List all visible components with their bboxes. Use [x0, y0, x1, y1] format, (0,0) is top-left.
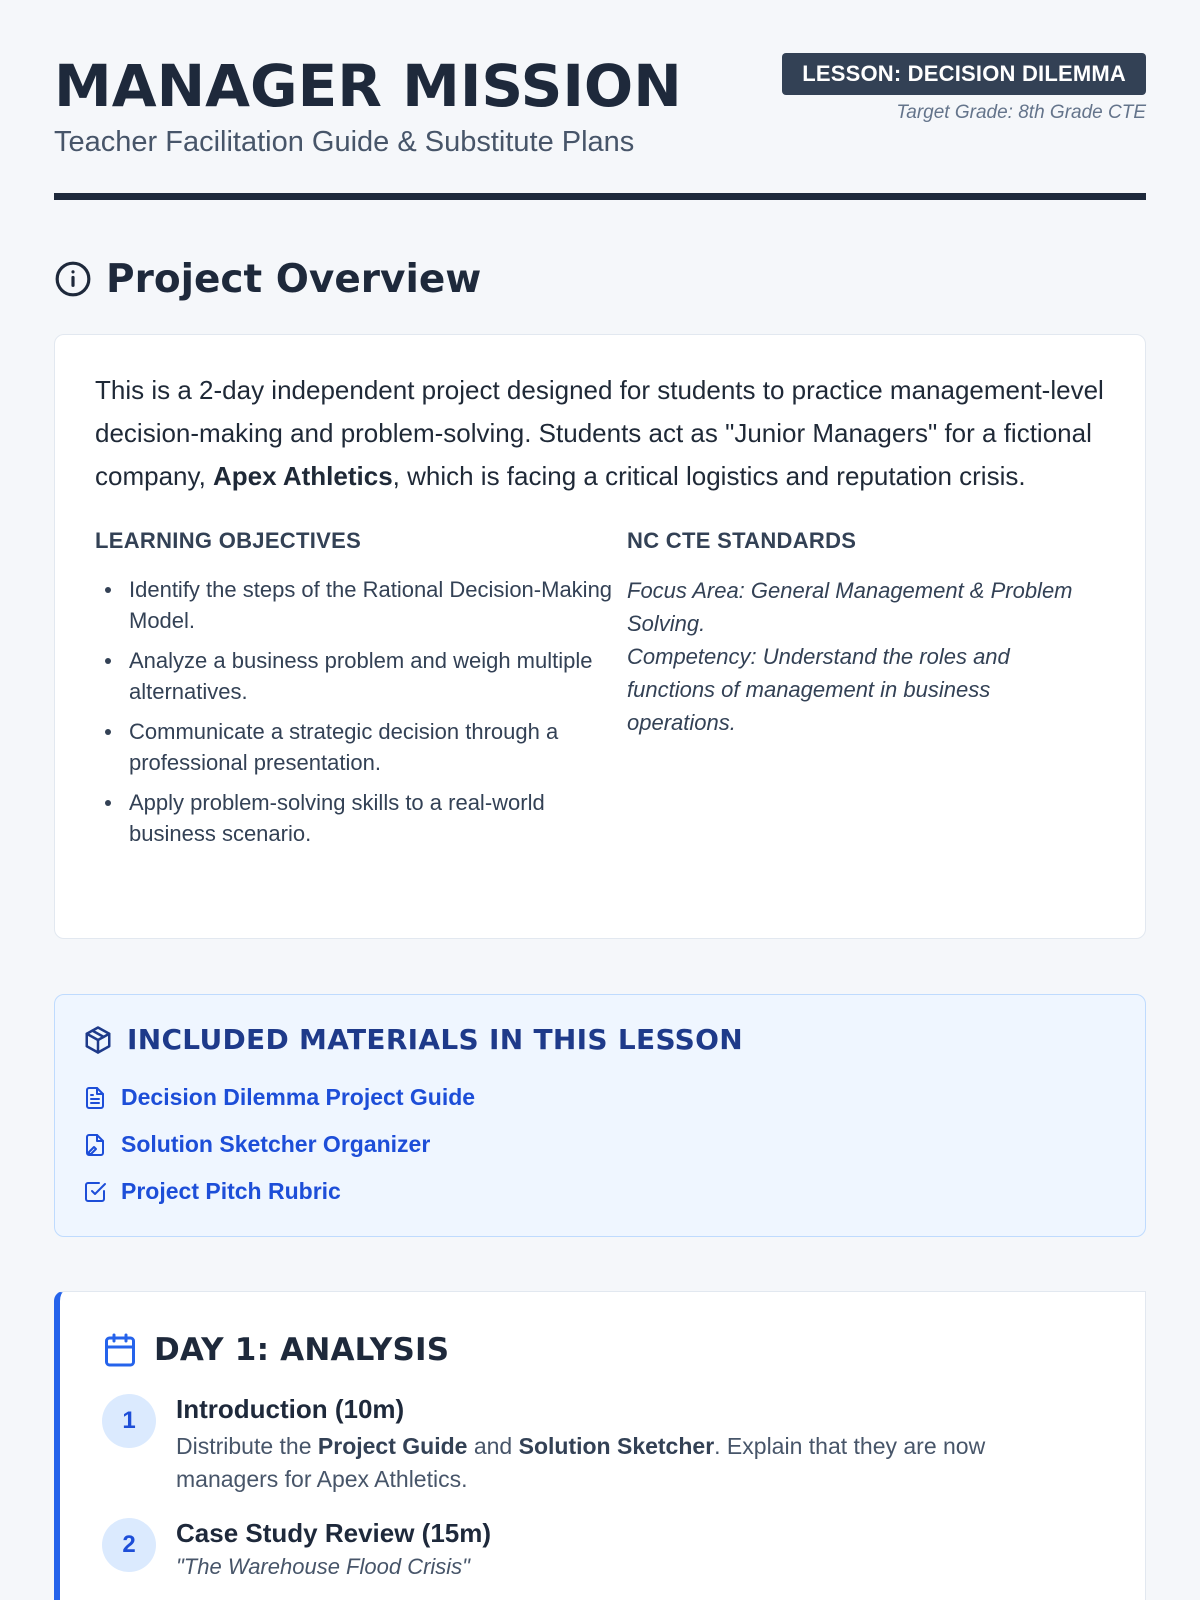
header-divider — [54, 193, 1146, 200]
step-title: Case Study Review (15m) — [176, 1518, 492, 1548]
list-item: Analyze a business problem and weigh multiple alternatives. — [95, 645, 627, 707]
standards-competency: Competency: Understand the roles and functions of management in business operations. — [627, 644, 1010, 735]
materials-title: INCLUDED MATERIALS IN THIS LESSON — [127, 1023, 743, 1056]
company-name: Apex Athletics — [213, 461, 393, 491]
overview-card — [54, 334, 1146, 939]
step-text: . Explain that they are now managers for Apex Athletics. — [176, 1433, 986, 1492]
day1-title: DAY 1: ANALYSIS — [154, 1332, 450, 1368]
section-title: Project Overview — [106, 256, 482, 302]
step-bold-text: Solution Sketcher — [518, 1433, 715, 1459]
facilitation-guide-page — [54, 0, 1146, 1579]
overview-intro: This is a 2-day independent project designed for students to practice management-level decision-making and problem-solving. Students act as "Junior Managers" for a fictional company, — [95, 375, 1104, 491]
overview-heading — [54, 254, 481, 304]
info-icon — [54, 260, 92, 298]
step-text: Distribute the — [176, 1433, 318, 1459]
step-number: 2 — [102, 1518, 156, 1572]
material-label: Solution Sketcher Organizer — [121, 1131, 431, 1157]
step-quote: "The Warehouse Flood Crisis" — [176, 1554, 470, 1579]
list-item: Apply problem-solving skills to a real-world business scenario. — [95, 787, 627, 849]
material-label: Project Pitch Rubric — [121, 1178, 341, 1204]
material-link-solution-sketcher[interactable] — [83, 1121, 1117, 1168]
agenda-step — [102, 1392, 1103, 1496]
materials-heading — [83, 1023, 1117, 1056]
checkbox-icon — [83, 1180, 107, 1204]
list-item: Identify the steps of the Rational Decision-Making Model. — [95, 574, 627, 636]
lesson-badge: LESSON: DECISION DILEMMA — [782, 53, 1146, 95]
standards-heading: NC CTE STANDARDS — [627, 528, 857, 553]
step-number: 1 — [102, 1394, 156, 1448]
agenda-step — [102, 1516, 1103, 1580]
page-header — [54, 0, 1146, 200]
page-title: MANAGER MISSION — [54, 52, 682, 120]
step-body — [176, 1516, 1076, 1580]
step-text: and — [467, 1433, 519, 1459]
objectives-heading: LEARNING OBJECTIVES — [95, 528, 362, 553]
file-signature-icon — [83, 1133, 107, 1157]
step-body — [176, 1392, 1076, 1496]
day1-card — [54, 1291, 1146, 1600]
package-icon — [83, 1025, 113, 1055]
page-subtitle: Teacher Facilitation Guide & Substitute Plans — [54, 126, 635, 158]
step-description — [176, 1430, 1076, 1496]
objectives-list — [95, 574, 627, 849]
material-link-project-guide[interactable] — [83, 1074, 1117, 1121]
step-title: Introduction (10m) — [176, 1394, 405, 1424]
step-bold-text: Project Guide — [317, 1433, 468, 1459]
objectives-column — [95, 528, 627, 858]
overview-description — [95, 369, 1105, 498]
calendar-icon — [102, 1332, 138, 1368]
day1-heading — [102, 1332, 1103, 1368]
overview-columns — [95, 528, 1105, 858]
document-icon — [83, 1086, 107, 1110]
material-label: Decision Dilemma Project Guide — [121, 1084, 476, 1110]
target-grade: Target Grade: 8th Grade CTE — [896, 102, 1146, 123]
list-item: Communicate a strategic decision through a professional presentation. — [95, 716, 627, 778]
overview-intro-end: , which is facing a critical logistics and reputation crisis. — [392, 461, 1026, 491]
standards-focus: Focus Area: General Management & Problem Solving. — [627, 578, 1073, 636]
materials-card — [54, 994, 1146, 1237]
standards-column — [627, 528, 1097, 858]
material-link-pitch-rubric[interactable] — [83, 1168, 1117, 1215]
